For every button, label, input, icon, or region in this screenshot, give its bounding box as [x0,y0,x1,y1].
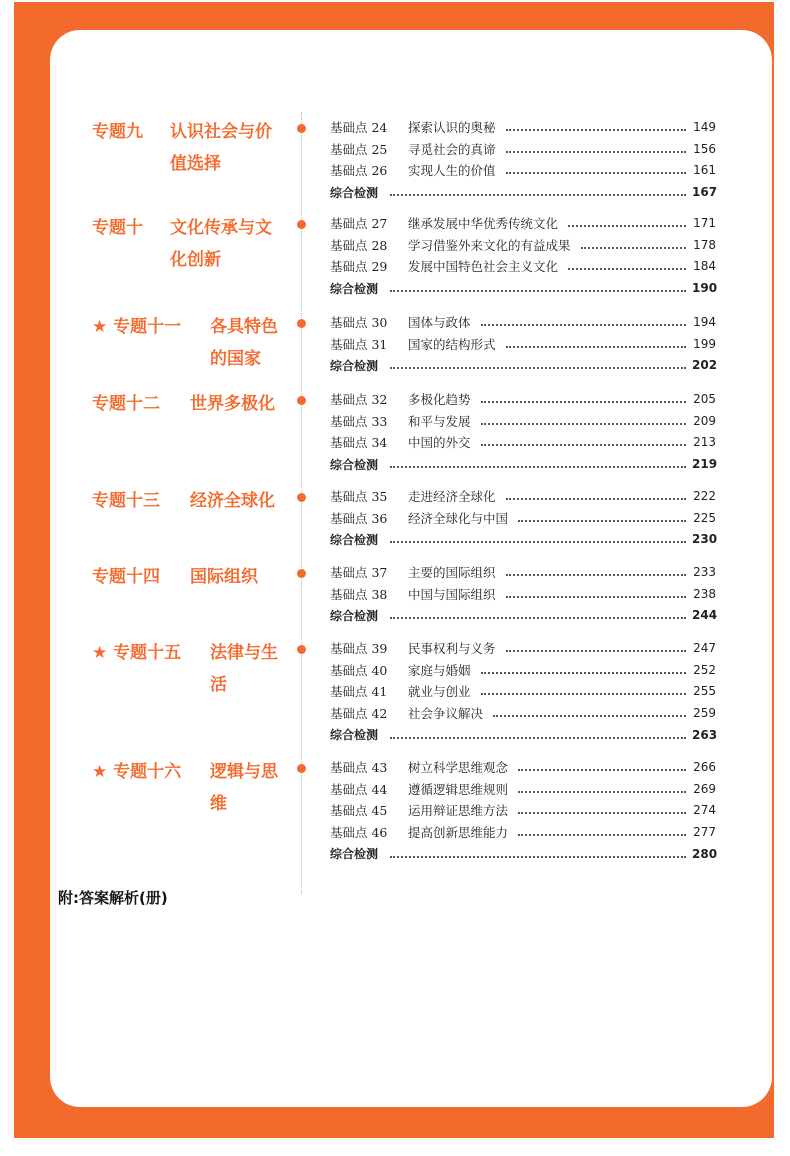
item-code: 基础点 40 [330,662,388,678]
leader-dots [493,715,686,717]
page-border [14,2,774,1138]
leader-dots [481,444,686,446]
item-name: 寻觅社会的真谛 [408,141,496,157]
page-number: 244 [692,608,718,623]
page-number: 266 [693,760,716,774]
toc-item-row[interactable] [330,138,716,160]
item-name: 民事权利与义务 [408,641,496,656]
toc-summary-row[interactable] [330,354,716,376]
page-number: 255 [693,684,716,699]
item-name: 树立科学思维观念 [408,760,509,775]
toc-panel [50,30,772,1107]
toc-item-row[interactable] [330,507,716,529]
page-number: 277 [693,825,716,840]
item-name: 社会争议解决 [408,706,484,722]
topic-number: 专题十四 [92,567,160,587]
topic-number: ★ 专题十六 [92,762,182,782]
leader-dots [481,693,686,695]
toc-item-row[interactable] [330,756,716,778]
leader-dots [506,129,686,131]
page-number: 161 [693,163,716,178]
item-code: 基础点 32 [330,392,388,407]
item-name: 探索认识的奥秘 [408,120,496,135]
toc-summary-row[interactable] [330,724,716,746]
item-code: 基础点 44 [330,781,388,797]
item-name: 家庭与婚姻 [408,662,471,678]
toc-item-row[interactable] [330,702,716,724]
item-code: 基础点 35 [330,489,388,504]
leader-dots [506,498,686,500]
answer-appendix-note: 附:答案解析(册) [58,889,168,907]
page-number: 252 [693,662,716,677]
summary-label: 综合检测 [330,847,379,862]
item-code: 基础点 36 [330,510,388,526]
toc-item-row[interactable] [330,388,716,410]
item-code: 基础点 30 [330,315,388,330]
page-number: 222 [693,489,716,503]
leader-dots [518,791,686,793]
page-number: 199 [693,336,716,351]
page-number: 238 [693,586,716,601]
item-code: 基础点 38 [330,586,388,602]
section-bullet-icon [297,124,306,133]
summary-label: 综合检测 [330,532,379,547]
leader-dots [506,574,686,576]
leader-dots [390,617,686,619]
summary-label: 综合检测 [330,358,379,373]
toc-item-row[interactable] [330,159,716,181]
leader-dots [506,650,686,652]
item-code: 基础点 39 [330,641,388,656]
leader-dots [506,172,686,174]
page-number: 274 [693,803,716,818]
page-number: 230 [692,532,718,547]
toc-summary-row[interactable] [330,277,716,299]
summary-label: 综合检测 [330,608,379,623]
page-number: 213 [693,435,716,450]
leader-dots [390,856,686,858]
toc-item-row[interactable] [330,561,716,583]
toc-item-row[interactable] [330,116,716,138]
leader-dots [390,737,686,739]
topic-number: 专题十三 [92,491,160,511]
topic-title: 的国家 [210,349,261,369]
item-name: 国体与政体 [408,315,471,330]
item-name: 运用辩证思维方法 [408,803,509,819]
page-number: 259 [693,706,716,721]
topic-title: 经济全球化 [190,491,275,511]
page-number: 167 [692,185,718,200]
leader-dots [581,247,686,249]
leader-dots [518,520,686,522]
page-number: 156 [693,141,716,156]
topic-title: 国际组织 [190,567,258,587]
page-number: 219 [692,457,718,472]
toc-item-row[interactable] [330,799,716,821]
item-code: 基础点 27 [330,216,388,231]
item-name: 遵循逻辑思维规则 [408,781,509,797]
page-number: 247 [693,641,716,655]
section-bullet-icon [297,569,306,578]
section-bullet-icon [297,493,306,502]
leader-dots [568,268,686,270]
leader-dots [506,151,686,153]
item-code: 基础点 42 [330,706,388,722]
item-code: 基础点 26 [330,163,388,179]
item-name: 学习借鉴外来文化的有益成果 [408,237,571,253]
leader-dots [390,466,686,468]
topic-number: 专题十二 [92,394,160,414]
page-number: 178 [693,237,716,252]
topic-title: 维 [210,794,227,814]
toc-item-row[interactable] [330,778,716,800]
leader-dots [390,367,686,369]
toc-item-row[interactable] [330,333,716,355]
page-number: 269 [693,781,716,796]
page-number: 280 [692,846,718,861]
toc-item-row[interactable] [330,234,716,256]
toc-item-row[interactable] [330,255,716,277]
item-name: 提高创新思维能力 [408,825,509,841]
page-number: 190 [692,281,718,296]
item-name: 实现人生的价值 [408,163,496,179]
summary-label: 综合检测 [330,728,379,743]
leader-dots [481,324,686,326]
item-name: 国家的结构形式 [408,336,496,352]
toc-item-row[interactable] [330,212,716,234]
summary-label: 综合检测 [330,457,379,472]
section-bullet-icon [297,220,306,229]
leader-dots [568,225,686,227]
item-code: 基础点 41 [330,684,388,700]
page-number: 184 [693,259,716,274]
toc-item-row[interactable] [330,410,716,432]
leader-dots [506,346,686,348]
item-code: 基础点 43 [330,760,388,775]
summary-label: 综合检测 [330,185,379,200]
topic-title: 活 [210,675,227,695]
section-bullet-icon [297,645,306,654]
leader-dots [481,423,686,425]
item-name: 中国与国际组织 [408,586,496,602]
item-code: 基础点 31 [330,336,388,352]
toc-item-row[interactable] [330,680,716,702]
section-bullet-icon [297,764,306,773]
topic-number: 专题十 [92,218,143,238]
topic-title: 认识社会与价 [170,122,272,142]
page-number: 202 [692,358,718,373]
leader-dots [506,596,686,598]
topic-number: ★ 专题十一 [92,317,182,337]
topic-title: 各具特色 [210,317,278,337]
toc-summary-row[interactable] [330,528,716,550]
leader-dots [518,834,686,836]
item-name: 就业与创业 [408,684,471,700]
item-name: 主要的国际组织 [408,565,496,580]
item-name: 中国的外交 [408,435,471,451]
item-name: 发展中国特色社会主义文化 [408,259,559,275]
topic-title: 文化传承与文 [170,218,272,238]
leader-dots [518,769,686,771]
page-number: 225 [693,510,716,525]
toc-item-row[interactable] [330,821,716,843]
page-number: 209 [693,413,716,428]
toc-item-row[interactable] [330,659,716,681]
page-number: 149 [693,120,716,134]
leader-dots [390,290,686,292]
toc-item-row[interactable] [330,311,716,333]
leader-dots [481,401,686,403]
item-code: 基础点 25 [330,141,388,157]
item-name: 继承发展中华优秀传统文化 [408,216,559,231]
leader-dots [390,541,686,543]
toc-item-row[interactable] [330,637,716,659]
topic-title: 化创新 [170,250,221,270]
toc-item-row[interactable] [330,431,716,453]
leader-dots [481,672,686,674]
topic-title: 世界多极化 [190,394,275,414]
item-code: 基础点 34 [330,435,388,451]
divider-line [301,112,302,894]
toc-item-row[interactable] [330,485,716,507]
item-code: 基础点 37 [330,565,388,580]
topic-title: 逻辑与思 [210,762,278,782]
page-number: 194 [693,315,716,329]
topic-title: 值选择 [170,154,221,174]
item-code: 基础点 29 [330,259,388,275]
topic-number: ★ 专题十五 [92,643,182,663]
item-code: 基础点 24 [330,120,388,135]
page-number: 263 [692,727,718,742]
section-bullet-icon [297,319,306,328]
toc-summary-row[interactable] [330,604,716,626]
item-name: 走进经济全球化 [408,489,496,504]
item-name: 经济全球化与中国 [408,510,509,526]
item-code: 基础点 46 [330,825,388,841]
summary-label: 综合检测 [330,281,379,296]
topic-number: 专题九 [92,122,143,142]
item-code: 基础点 28 [330,237,388,253]
leader-dots [518,812,686,814]
leader-dots [390,194,686,196]
topic-title: 法律与生 [210,643,278,663]
toc-summary-row[interactable] [330,181,716,203]
item-code: 基础点 33 [330,413,388,429]
item-name: 和平与发展 [408,413,471,429]
section-bullet-icon [297,396,306,405]
item-name: 多极化趋势 [408,392,471,407]
toc-summary-row[interactable] [330,453,716,475]
page-number: 205 [693,392,716,406]
toc-item-row[interactable] [330,583,716,605]
page-number: 233 [693,565,716,579]
page-number: 171 [693,216,716,230]
item-code: 基础点 45 [330,803,388,819]
toc-summary-row[interactable] [330,843,716,865]
